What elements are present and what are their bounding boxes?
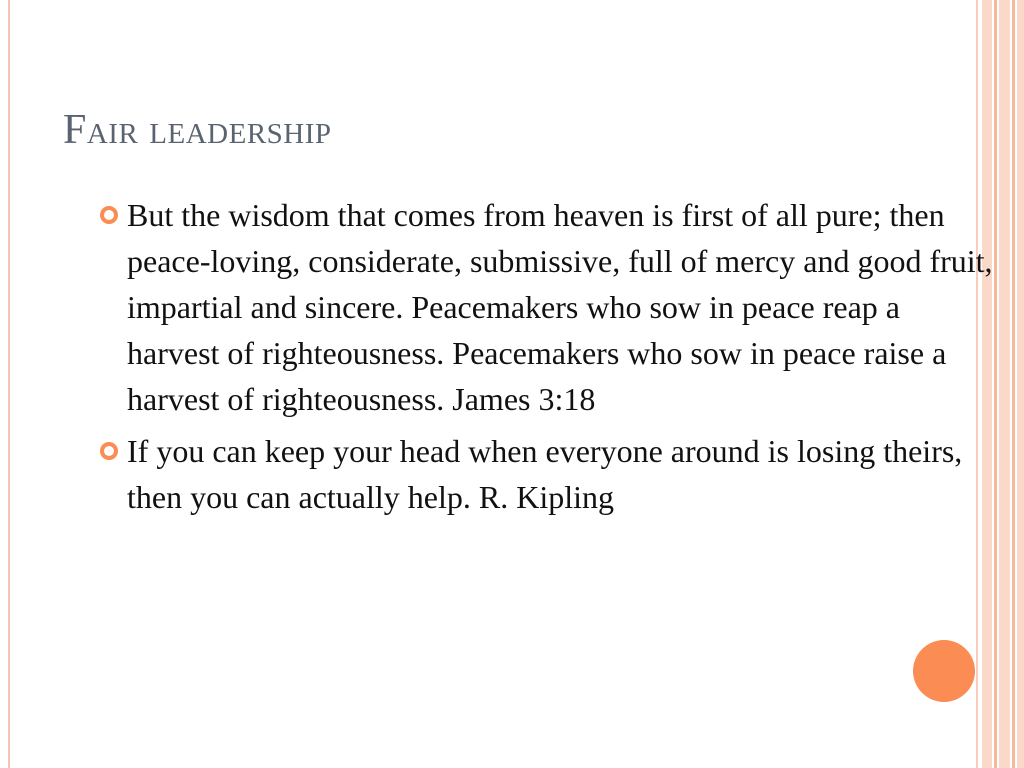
bullet-item	[96, 428, 996, 520]
bullet-list	[96, 192, 996, 526]
slide-title: Fair leadership	[63, 107, 332, 153]
left-border-line	[8, 0, 10, 768]
right-decorative-stripe	[999, 0, 1010, 768]
bullet-text: If you can keep your head when everyone around is losing theirs, then you can actually help. R. Kipling	[127, 433, 963, 515]
bullet-ring-icon	[100, 442, 118, 460]
right-decorative-stripe	[1017, 0, 1024, 768]
bullet-item	[96, 192, 996, 422]
bullet-ring-icon	[100, 206, 118, 224]
bullet-text: But the wisdom that comes from heaven is first of all pure; then peace-loving, considerate, submissive, full of mercy and good fruit, impartial and sincere. Peacemakers who sow in peace reap a harvest of righteousness. Peacemakers who sow in peace raise a harvest of righteousness. James 3:18	[127, 197, 993, 417]
decorative-circle-icon	[913, 640, 975, 702]
right-decorative-stripe	[1012, 0, 1015, 768]
